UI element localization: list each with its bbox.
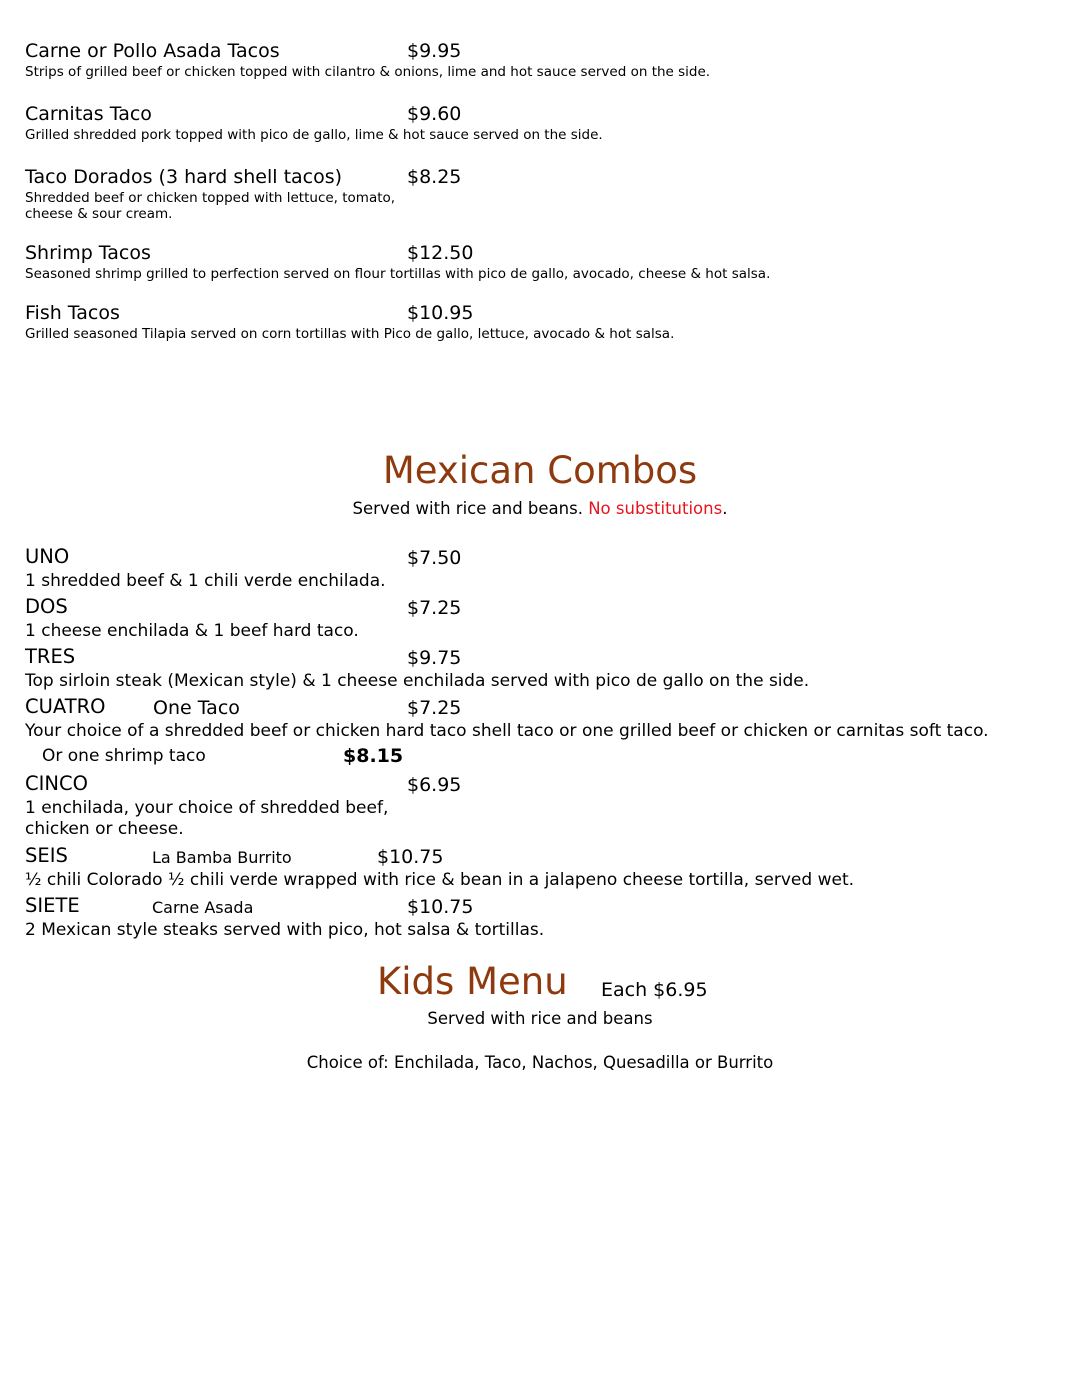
combo-description: ½ chili Colorado ½ chili verde wrapped with rice & bean in a jalapeno cheese tortilla, served wet.	[25, 870, 855, 890]
kids-price: Each $6.95	[601, 979, 708, 1001]
combo-price: $7.50	[407, 547, 462, 569]
combo-name: SEIS	[25, 844, 68, 867]
combo-price: $7.25	[407, 597, 462, 619]
taco-description: Seasoned shrimp grilled to perfection served on flour tortillas with pico de gallo, avocado, cheese & hot salsa.	[25, 266, 771, 282]
taco-name: Shrimp Tacos	[25, 242, 151, 264]
taco-name: Carne or Pollo Asada Tacos	[25, 40, 280, 62]
combo-price: $6.95	[407, 774, 462, 796]
combo-subname: La Bamba Burrito	[152, 848, 292, 867]
combo-name: CUATRO	[25, 695, 106, 718]
combo-name: CINCO	[25, 772, 88, 795]
taco-description-line: Shredded beef or chicken topped with lettuce, tomato,	[25, 190, 396, 206]
combo-price: $10.75	[407, 896, 474, 918]
combo-description: 1 cheese enchilada & 1 beef hard taco.	[25, 621, 359, 641]
combo-name: UNO	[25, 545, 70, 568]
taco-description: Grilled shredded pork topped with pico de gallo, lime & hot sauce served on the side.	[25, 127, 603, 143]
taco-name: Fish Tacos	[25, 302, 120, 324]
taco-price: $9.95	[407, 40, 462, 62]
taco-description: Strips of grilled beef or chicken topped with cilantro & onions, lime and hot sauce served on the side.	[25, 64, 711, 80]
combo-name: DOS	[25, 595, 68, 618]
taco-price: $8.25	[407, 166, 462, 188]
combo-price: $7.25	[407, 697, 462, 719]
combo-price: $9.75	[407, 647, 462, 669]
combos-subtitle	[0, 499, 1080, 519]
combo-subname: Carne Asada	[152, 898, 254, 917]
combo-description: Your choice of a shredded beef or chicken hard taco shell taco or one grilled beef or chicken or carnitas soft taco.	[25, 721, 989, 741]
combo-description: 2 Mexican style steaks served with pico, hot salsa & tortillas.	[25, 920, 545, 940]
taco-price: $12.50	[407, 242, 474, 264]
combo-name: SIETE	[25, 894, 80, 917]
taco-name: Taco Dorados (3 hard shell tacos)	[25, 166, 343, 188]
taco-name: Carnitas Taco	[25, 103, 152, 125]
combos-heading: Mexican Combos	[382, 449, 698, 492]
kids-subtitle: Served with rice and beans	[427, 1009, 653, 1028]
combos-subtitle-text: Served with rice and beans.	[352, 499, 583, 518]
combo-description-line: chicken or cheese.	[25, 819, 184, 839]
no-substitutions-warning: No substitutions	[588, 499, 723, 518]
taco-price: $9.60	[407, 103, 462, 125]
combo-description: 1 shredded beef & 1 chili verde enchilada.	[25, 571, 386, 591]
combo-alt-price: $8.15	[343, 745, 404, 767]
kids-choice: Choice of: Enchilada, Taco, Nachos, Quesadilla or Burrito	[306, 1053, 774, 1072]
combo-name: TRES	[25, 645, 76, 668]
taco-price: $10.95	[407, 302, 474, 324]
taco-description-line: cheese & sour cream.	[25, 206, 173, 222]
taco-description: Grilled seasoned Tilapia served on corn tortillas with Pico de gallo, lettuce, avocado & hot salsa.	[25, 326, 675, 342]
combos-subtitle-end: .	[722, 499, 728, 518]
combo-price: $10.75	[377, 846, 444, 868]
kids-heading: Kids Menu	[377, 960, 568, 1003]
combo-subname: One Taco	[153, 697, 240, 719]
combo-alt-label: Or one shrimp taco	[42, 746, 206, 766]
combo-description: Top sirloin steak (Mexican style) & 1 cheese enchilada served with pico de gallo on the side.	[25, 671, 810, 691]
combo-description-line: 1 enchilada, your choice of shredded beef,	[25, 798, 389, 818]
